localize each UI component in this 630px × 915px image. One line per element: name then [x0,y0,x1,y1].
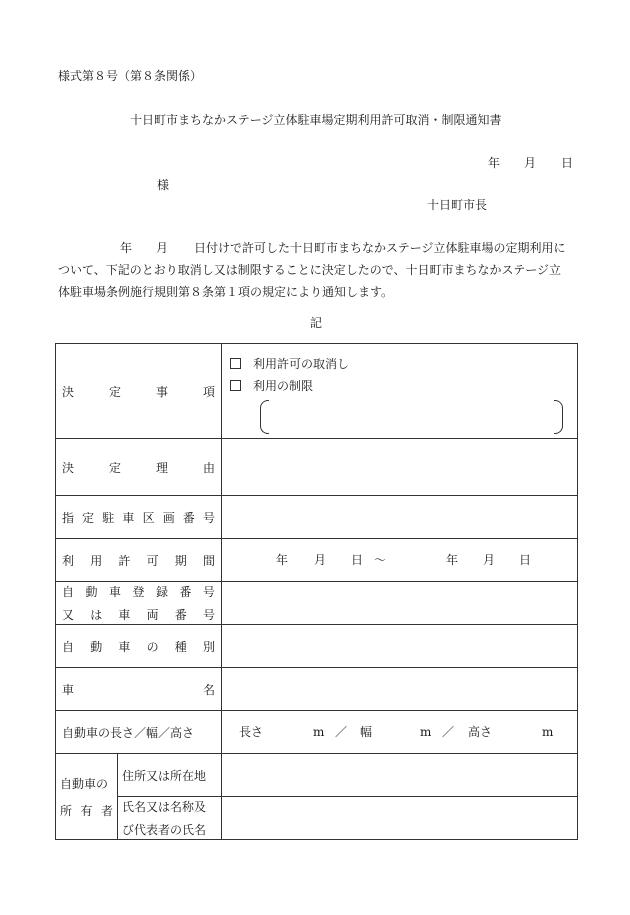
length-unit: m [313,725,325,739]
space-number-label [56,496,222,539]
owner-name-value[interactable] [222,797,578,840]
period-to-year: 年 [446,553,459,567]
label-char: 者 [100,803,113,818]
label-char: 号 [202,510,215,525]
owner-address-label: 住所又は所在地 [118,754,222,797]
label-char: 許 [118,553,131,568]
label-char: 動 [90,639,103,654]
owner-name-label-line-1: 氏名又は名称及 [122,800,207,814]
label-char: 決 [62,460,75,475]
label-char: 利 [62,553,75,568]
period-from-day: 日 [351,553,364,567]
label-char: 自 [62,585,75,599]
registration-value[interactable] [222,582,578,625]
addressee-suffix: 様 [157,178,170,192]
ki-heading: 記 [310,316,323,330]
date-year: 年 [488,156,501,170]
row-decision [56,344,578,439]
dimensions-label [56,711,222,754]
row-period [56,539,578,582]
vehicle-name-label [56,668,222,711]
date-day: 日 [561,156,574,170]
body-line-1-text: 日付けで許可した十日町市まちなかステージ立体駐車場の定期利用に [194,241,566,255]
label-char: 番 [182,510,195,525]
issuer: 十日町市長 [427,198,488,212]
label-char: 期 [174,553,187,568]
vehicle-type-label [56,625,222,668]
width-unit: m [420,725,432,739]
label-char: 自 [62,639,75,654]
row-space-number [56,496,578,539]
label-char: 号 [202,608,215,622]
reason-label [56,439,222,496]
owner-label-line-1: 自動車の [60,776,109,791]
owner-address-value[interactable] [222,754,578,797]
body-line-3: 体駐車場条例施行規則第８条第１項の規定により通知します。 [58,285,394,299]
left-bracket [260,400,269,434]
checkbox-revoke[interactable] [230,358,241,369]
vehicle-name-value[interactable] [222,668,578,711]
label-char: 番 [179,585,192,599]
period-tilde: ～ [374,553,387,567]
period-to-day: 日 [519,553,532,567]
checkbox-restrict[interactable] [230,380,241,391]
label-char: 別 [202,639,215,654]
label-char: 駐 [102,510,115,525]
period-to-month: 月 [483,553,496,567]
label-char: 名 [202,682,215,697]
owner-label [56,754,118,840]
row-owner-name [56,797,578,840]
label-char: 間 [202,553,215,568]
body-month: 月 [156,241,169,255]
label-char: 事 [155,384,168,399]
period-label [56,539,222,582]
row-vehicle-name [56,668,578,711]
slash-2: ／ [442,725,455,739]
row-owner-address [56,754,578,797]
label-char: 両 [146,608,159,622]
label-char: 車 [62,682,75,697]
restriction-detail-bracket[interactable] [260,400,563,434]
label-char: 車 [108,585,121,599]
decision-value [222,344,578,439]
option-revoke[interactable] [230,354,577,372]
space-number-value[interactable] [222,496,578,539]
row-reason [56,439,578,496]
label-char: 所 [60,803,73,818]
vehicle-type-value[interactable] [222,625,578,668]
row-dimensions [56,711,578,754]
height-unit: m [542,725,554,739]
notice-table [55,343,578,840]
label-char: 種 [174,639,187,654]
width-label: 幅 [360,725,373,739]
notice-body [58,237,578,303]
label-char: 可 [146,553,159,568]
label-char: 決 [62,384,75,399]
form-number: 様式第８号（第８条関係） [58,69,203,83]
label-char: 用 [90,553,103,568]
right-bracket [554,400,563,434]
label-char: は [90,608,103,622]
label-char: 登 [132,585,145,599]
body-line-2: ついて、下記のとおり取消し又は制限することに決定したので、十日町市まちなかステージ立 [58,263,562,277]
label-char: 車 [118,639,131,654]
label-char: 指 [62,510,75,525]
document-title: 十日町市まちなかステージ立体駐車場定期利用許可取消・制限通知書 [130,113,502,127]
label-char: 車 [118,608,131,622]
label-char: 由 [202,460,215,475]
label-char: 項 [202,384,215,399]
date-month: 月 [524,156,537,170]
label-char: 定 [108,384,121,399]
label-char: 区 [142,510,155,525]
option-revoke-label: 利用許可の取消し [253,356,350,371]
label-char: 理 [155,460,168,475]
length-label: 長さ [239,725,264,739]
period-from-year: 年 [276,553,289,567]
label-char: 車 [122,510,135,525]
label-char: 画 [162,510,175,525]
label-char: の [146,639,159,654]
row-registration [56,582,578,625]
label-char: 録 [155,585,168,599]
label-char: 動 [85,585,98,599]
slash-1: ／ [335,725,348,739]
height-label: 高さ [468,725,493,739]
period-value[interactable] [222,539,578,582]
label-char: 定 [82,510,95,525]
option-restrict-label: 利用の制限 [253,378,314,393]
label-char: 又 [62,608,75,622]
reason-value[interactable] [222,439,578,496]
label-char: 定 [108,460,121,475]
owner-name-label [118,797,222,840]
label-char: 号 [202,585,215,599]
body-year: 年 [120,241,133,255]
label-char: 有 [80,803,93,818]
owner-name-label-line-2: び代表者の氏名 [122,823,207,837]
option-restrict[interactable] [230,376,577,394]
label-char: 番 [174,608,187,622]
dimensions-label-text: 自動車の長さ／幅／高さ [62,725,195,740]
body-line-1 [58,237,578,259]
period-from-month: 月 [314,553,327,567]
decision-label [56,344,222,439]
dimensions-value[interactable] [222,711,578,754]
row-vehicle-type [56,625,578,668]
registration-label [56,582,222,625]
